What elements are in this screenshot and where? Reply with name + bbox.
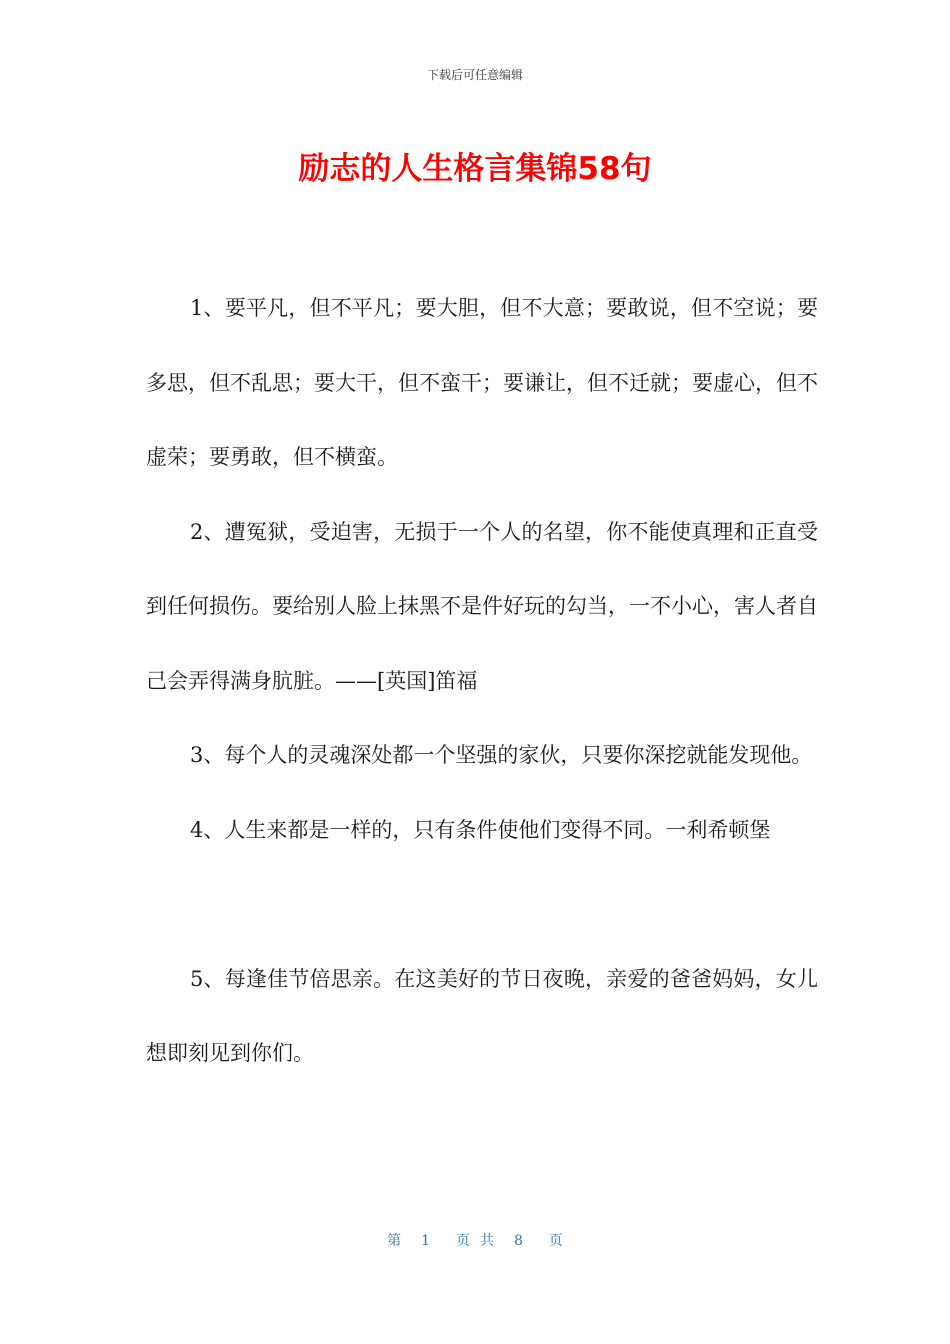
paragraph-1: 1、要平凡，但不平凡；要大胆，但不大意；要敢说，但不空说；要多思，但不乱思；要大干，但不蛮干；要谦让，但不迁就；要虚心，但不虚荣；要勇敢，但不横蛮。 [146, 296, 818, 469]
footer-gong: 共 [480, 1233, 494, 1249]
paragraph-4: 4、人生来都是一样的，只有条件使他们变得不同。一利希顿堡 [190, 817, 771, 842]
document-title: 励志的人生格言集锦58句 [298, 151, 652, 187]
paragraph-5: 5、每逢佳节倍思亲。在这美好的节日夜晚，亲爱的爸爸妈妈，女儿想即刻见到你们。 [146, 966, 818, 1065]
footer-di: 第 [387, 1233, 402, 1249]
footer-ye: 页 [456, 1233, 470, 1249]
paragraph-2: 2、遭冤狱，受迫害，无损于一个人的名望，你不能使真理和正直受到任何损伤。要给别人脸上抹黑不是件好玩的勾当，一不小心，害人者自己会弄得满身肮脏。——[英国]笛福 [146, 519, 818, 693]
header-note: 下载后可任意编辑 [426, 68, 523, 82]
footer-ye-end: 页 [548, 1233, 563, 1249]
footer-total-pages: 8 [514, 1233, 523, 1249]
document-body [146, 271, 818, 1091]
footer-page-number: 1 [421, 1233, 430, 1249]
paragraph-spacer [146, 867, 818, 942]
page-footer [0, 1230, 950, 1250]
paragraph-3: 3、每个人的灵魂深处都一个坚强的家伙，只要你深挖就能发现他。 [190, 743, 813, 767]
